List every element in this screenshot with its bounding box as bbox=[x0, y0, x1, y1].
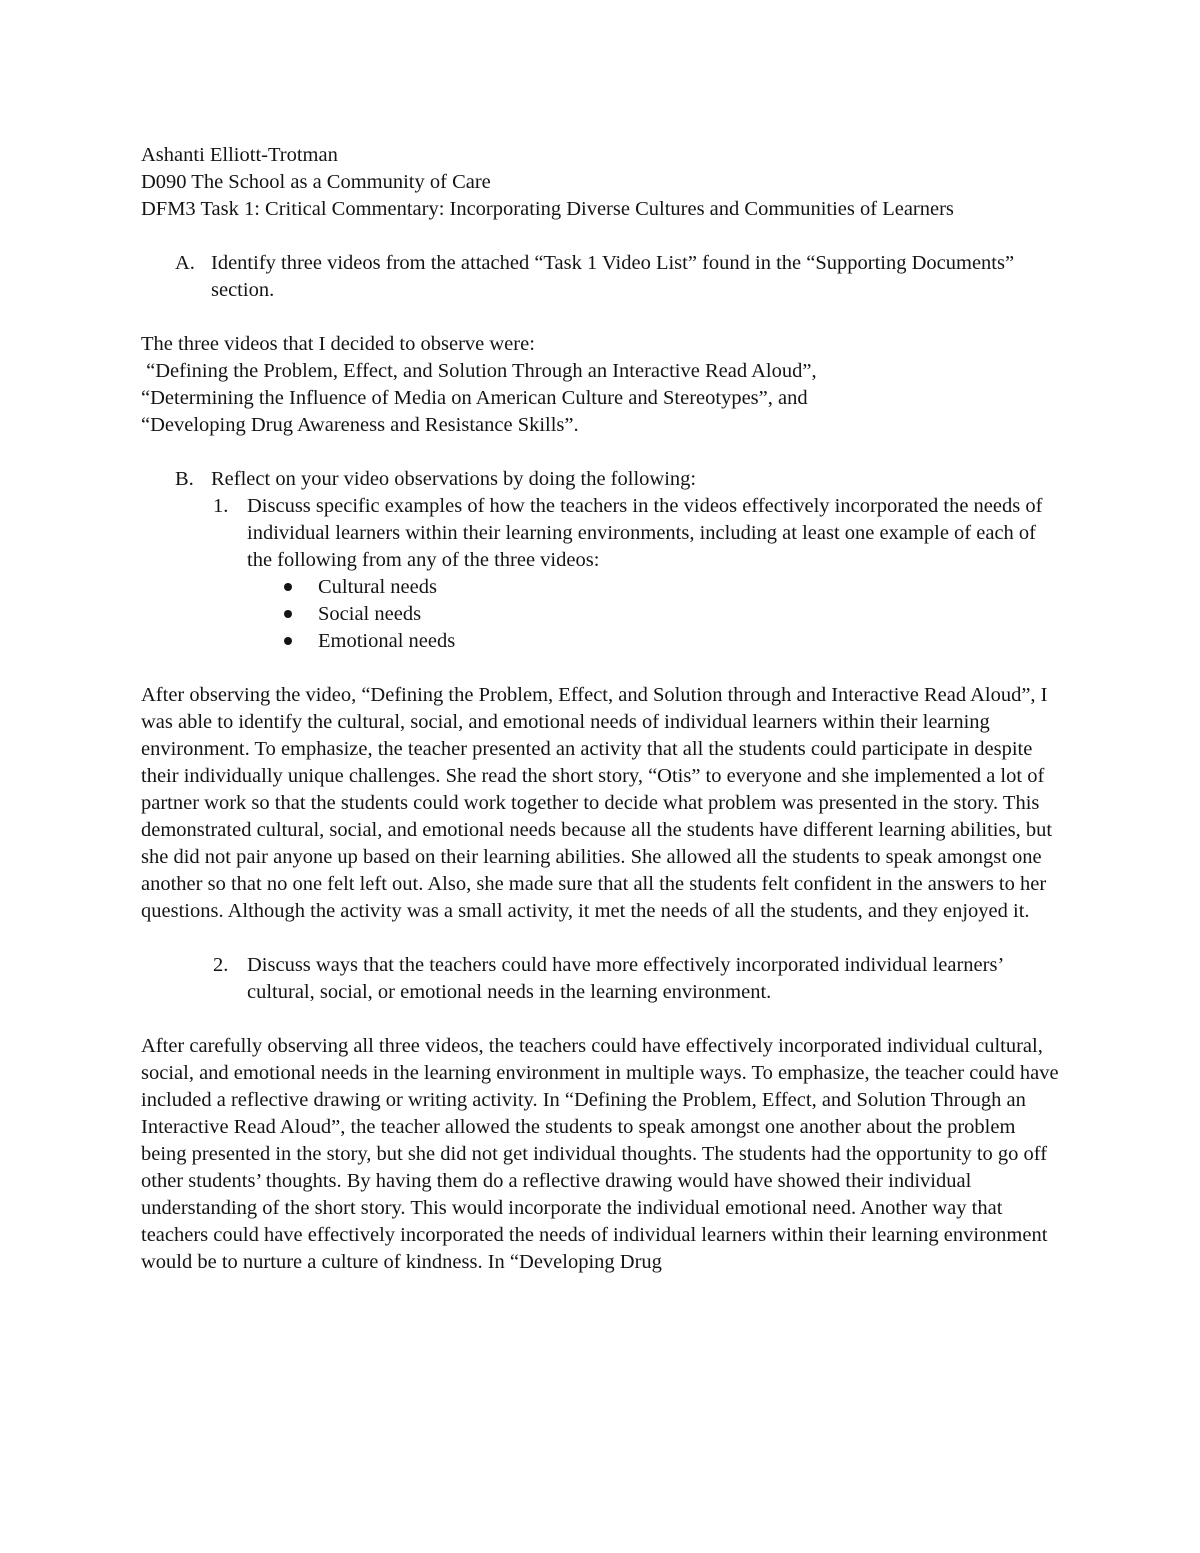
spacer bbox=[141, 439, 1061, 466]
list-marker: A. bbox=[175, 252, 195, 274]
course-title: D090 The School as a Community of Care bbox=[141, 171, 491, 193]
spacer bbox=[141, 925, 1061, 952]
needs-list bbox=[141, 574, 1061, 655]
section-a-prompt bbox=[141, 250, 1061, 304]
list-marker: 2. bbox=[213, 954, 229, 976]
list-marker: 1. bbox=[213, 495, 229, 517]
videos-intro: The three videos that I decided to observe were: bbox=[141, 333, 535, 355]
video-title: “Defining the Problem, Effect, and Solution Through an Interactive Read Aloud”, bbox=[141, 360, 817, 382]
question-2 bbox=[141, 952, 1061, 1006]
list-item-label: Emotional needs bbox=[318, 630, 456, 652]
video-title: “Developing Drug Awareness and Resistance Skills”. bbox=[141, 414, 579, 436]
question-1-text: Discuss specific examples of how the teachers in the videos effectively incorporated the needs of individual learners within their learning environments, including at least one example of each of the following from any of the three videos: bbox=[247, 495, 1043, 571]
spacer bbox=[141, 1006, 1061, 1033]
list-marker: B. bbox=[175, 468, 194, 490]
list-item bbox=[141, 601, 1061, 628]
answer-1-paragraph: After observing the video, “Defining the Problem, Effect, and Solution through and Interactive Read Aloud”, I was able to identify the cultural, social, and emotional needs of individual learners within their learning environment. To emphasize, the teacher presented an activity that all the students could participate in despite their individually unique challenges. She read the short story, “Otis” to everyone and she implemented a lot of partner work so that the students could work together to decide what problem was presented in the story. This demonstrated cultural, social, and emotional needs because all the students have different learning abilities, but she did not pair anyone up based on their learning abilities. She allowed all the students to speak amongst one another so that no one felt left out. Also, she made sure that all the students felt confident in the answers to her questions. Although the activity was a small activity, it met the needs of all the students, and they enjoyed it. bbox=[141, 684, 1053, 922]
spacer bbox=[141, 655, 1061, 682]
section-b-prompt bbox=[141, 466, 1061, 493]
question-1 bbox=[141, 493, 1061, 574]
document-body bbox=[141, 142, 1061, 1276]
list-item-label: Cultural needs bbox=[318, 576, 437, 598]
spacer bbox=[141, 304, 1061, 331]
question-2-text: Discuss ways that the teachers could have more effectively incorporated individual learners’ cultural, social, or emotional needs in the learning environment. bbox=[247, 954, 1003, 1003]
section-a-text: Identify three videos from the attached “Task 1 Video List” found in the “Supporting Documents” section. bbox=[211, 252, 1015, 301]
list-item bbox=[141, 628, 1061, 655]
spacer bbox=[141, 223, 1061, 250]
bullet-icon bbox=[284, 637, 292, 645]
section-b-text: Reflect on your video observations by doing the following: bbox=[211, 468, 697, 490]
task-title: DFM3 Task 1: Critical Commentary: Incorporating Diverse Cultures and Communities of Learners bbox=[141, 198, 954, 220]
list-item-label: Social needs bbox=[318, 603, 422, 625]
bullet-icon bbox=[284, 583, 292, 591]
video-title: “Determining the Influence of Media on American Culture and Stereotypes”, and bbox=[141, 387, 808, 409]
author-name: Ashanti Elliott-Trotman bbox=[141, 144, 338, 166]
list-item bbox=[141, 574, 1061, 601]
answer-2-paragraph: After carefully observing all three videos, the teachers could have effectively incorporated individual cultural, social, and emotional needs in the learning environment in multiple ways. To emphasize, the teacher could have included a reflective drawing or writing activity. In “Defining the Problem, Effect, and Solution Through an Interactive Read Aloud”, the teacher allowed the students to speak amongst one another about the problem being presented in the story, but she did not get individual thoughts. The students had the opportunity to go off other students’ thoughts. By having them do a reflective drawing would have showed their individual understanding of the short story. This would incorporate the individual emotional need. Another way that teachers could have effectively incorporated the needs of individual learners within their learning environment would be to nurture a culture of kindness. In “Developing Drug bbox=[141, 1035, 1059, 1273]
bullet-icon bbox=[284, 610, 292, 618]
